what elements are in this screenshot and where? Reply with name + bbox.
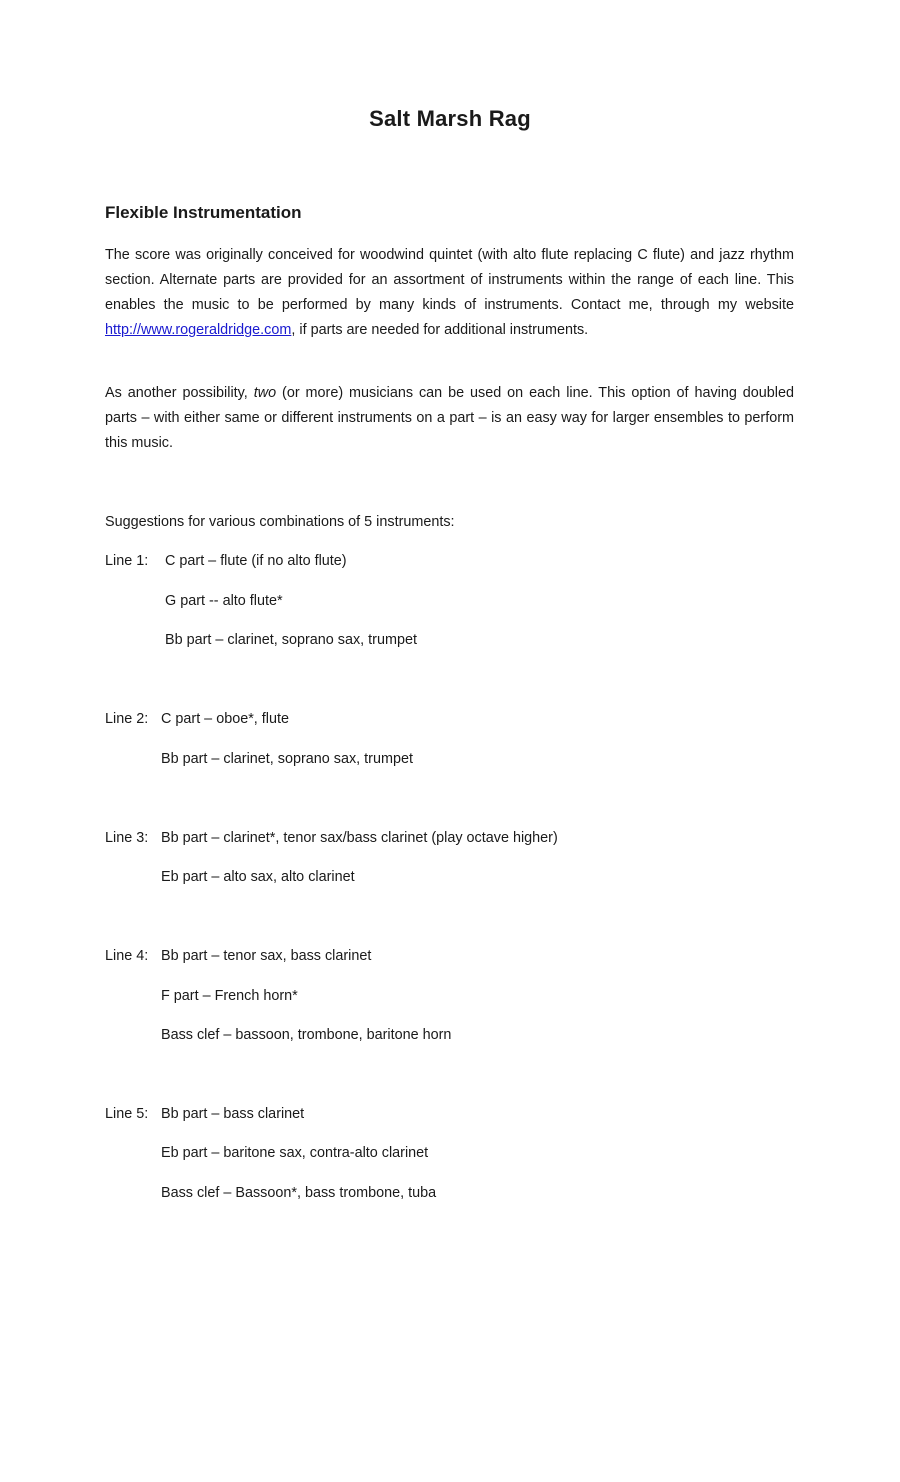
line-1-part-1: C part – flute (if no alto flute) (165, 553, 347, 569)
section-heading: Flexible Instrumentation (105, 203, 302, 222)
website-link[interactable]: http://www.rogeraldridge.com (105, 322, 292, 338)
intro-text-start: The score was originally conceived for woodwind quintet (with alto flute replacing C flute) and jazz rhythm section. Alternate parts are provided for an assortment of instruments within the range of each line. This enables the music to be performed by many kinds of instruments. Contact me, through my website (105, 247, 794, 313)
suggestions-intro: Suggestions for various combinations of 5 instruments: (105, 514, 455, 530)
intro-paragraph (105, 243, 794, 343)
line-4-part-2: F part – French horn* (161, 988, 298, 1004)
line-2-label: Line 2: (105, 711, 149, 727)
line-3-label: Line 3: (105, 830, 149, 846)
line-3-part-2: Eb part – alto sax, alto clarinet (161, 869, 355, 885)
line-1-part-2: G part -- alto flute* (165, 593, 283, 609)
doubling-text-end: (or more) musicians can be used on each line. This option of having doubled parts – with either same or different instruments on a part – is an easy way for larger ensembles to perform this music. (105, 385, 794, 451)
line-1-part-3: Bb part – clarinet, soprano sax, trumpet (165, 632, 417, 648)
line-2-part-2: Bb part – clarinet, soprano sax, trumpet (161, 751, 413, 767)
line-5-part-2: Eb part – baritone sax, contra-alto clarinet (161, 1145, 429, 1161)
line-5-label: Line 5: (105, 1106, 149, 1122)
line-2-part-1: C part – oboe*, flute (161, 711, 289, 727)
line-1-label: Line 1: (105, 553, 149, 569)
line-4-part-3: Bass clef – bassoon, trombone, baritone horn (161, 1027, 452, 1043)
intro-text-end: , if parts are needed for additional instruments. (291, 322, 589, 338)
line-5-part-3: Bass clef – Bassoon*, bass trombone, tuba (161, 1185, 437, 1201)
line-3-part-1: Bb part – clarinet*, tenor sax/bass clarinet (play octave higher) (161, 830, 558, 846)
doubling-text-start: As another possibility, (105, 385, 254, 401)
line-4-label: Line 4: (105, 948, 149, 964)
page-title: Salt Marsh Rag (369, 106, 531, 131)
doubling-paragraph (105, 381, 794, 456)
line-4-part-1: Bb part – tenor sax, bass clarinet (161, 948, 372, 964)
line-5-part-1: Bb part – bass clarinet (161, 1106, 305, 1122)
emphasis-two: two (253, 385, 277, 401)
